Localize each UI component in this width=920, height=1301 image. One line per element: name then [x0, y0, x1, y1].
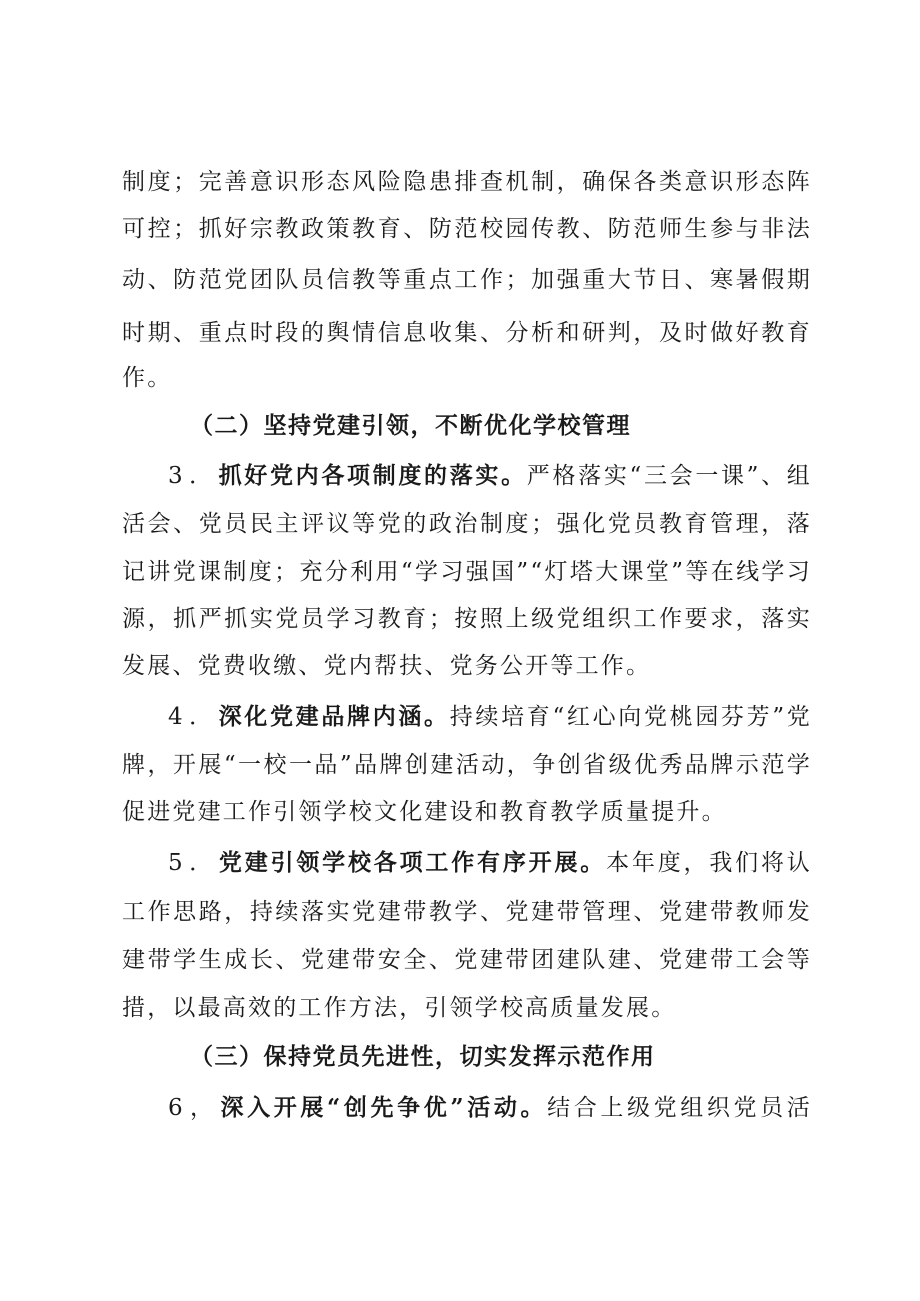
text-line: 促进党建工作引领学校文化建设和教育教学质量提升。	[122, 799, 727, 825]
item-text: 严格落实“三会一课”、组	[526, 463, 812, 489]
item-number: 6，	[168, 1095, 221, 1121]
item-first-line	[168, 461, 812, 491]
item-text: 持续培育“红心向党桃园芬芳”党	[449, 704, 812, 730]
item-first-line	[168, 702, 812, 732]
item-title: 党建引领学校各项工作有序开展。	[218, 849, 607, 876]
text-line: 建带学生成长、党建带安全、党建带团建队建、党建带工会等	[122, 947, 812, 973]
item-text: 结合上级党组织党员活	[547, 1095, 812, 1121]
text-line: 记讲党课制度；充分利用“学习强国”“灯塔大课堂”等在线学习	[122, 559, 812, 585]
item-title: 抓好党内各项制度的落实。	[218, 462, 527, 489]
text-line: 作。	[122, 365, 173, 391]
item-number: 3．	[168, 463, 219, 489]
text-line: 发展、党费收缴、党内帮扶、党务公开等工作。	[122, 653, 652, 679]
text-line: 动、防范党团队员信教等重点工作；加强重大节日、寒暑假期	[122, 267, 812, 293]
item-number: 4．	[168, 704, 219, 730]
item-first-line	[168, 1093, 812, 1123]
text-line: 牌，开展“一校一品”品牌创建活动，争创省级优秀品牌示范学	[122, 752, 812, 778]
item-first-line	[168, 848, 812, 878]
item-title: 深入开展“创先争优”活动。	[220, 1094, 548, 1121]
section-heading: （二）坚持党建引领，不断优化学校管理	[190, 412, 631, 439]
text-line: 可控；抓好宗教政策教育、防范校园传教、防范师生参与非法	[122, 216, 812, 242]
text-line: 活会、党员民主评议等党的政治制度；强化党员教育管理，落	[122, 511, 812, 537]
text-line: 时期、重点时段的舆情信息收集、分析和研判，及时做好教育	[122, 320, 812, 346]
item-text: 本年度，我们将认	[606, 850, 812, 876]
text-line: 工作思路，持续落实党建带教学、党建带管理、党建带教师发	[122, 899, 812, 925]
section-heading: （三）保持党员先进性，切实发挥示范作用	[190, 1043, 656, 1070]
text-line: 源，抓严抓实党员学习教育；按照上级党组织工作要求，落实	[122, 606, 812, 632]
text-line: 制度；完善意识形态风险隐患排查机制，确保各类意识形态阵	[122, 169, 812, 195]
item-title: 深化党建品牌内涵。	[218, 703, 450, 730]
text-line: 措，以最高效的工作方法，引领学校高质量发展。	[122, 995, 677, 1021]
item-number: 5．	[168, 850, 219, 876]
